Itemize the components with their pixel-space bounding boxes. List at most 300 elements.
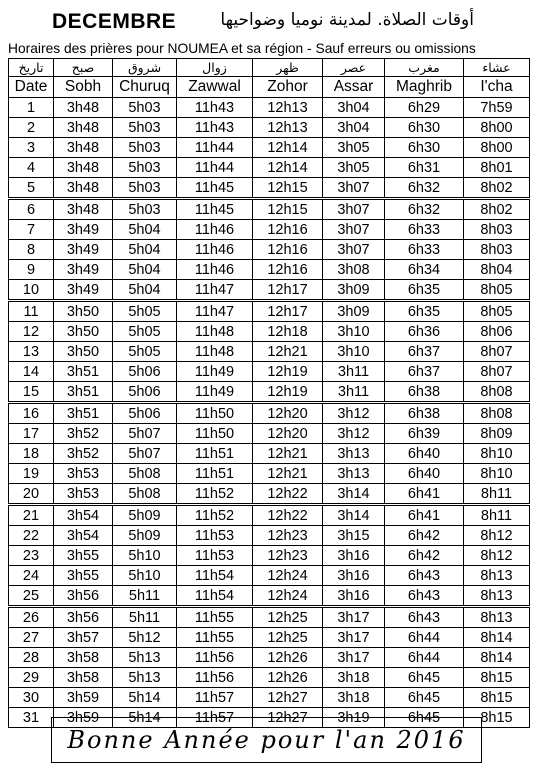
column-header-latin: Sobh — [54, 77, 113, 98]
day-cell: 21 — [9, 505, 54, 526]
prayer-time-cell: 3h08 — [323, 260, 385, 280]
prayer-time-cell: 11h45 — [177, 178, 253, 199]
prayer-time-cell: 5h10 — [113, 566, 177, 586]
day-cell: 13 — [9, 342, 54, 362]
prayer-time-cell: 5h09 — [113, 526, 177, 546]
prayer-time-cell: 12h13 — [253, 98, 323, 118]
table-row — [9, 444, 530, 464]
prayer-time-cell: 3h48 — [54, 98, 113, 118]
prayer-time-cell: 8h08 — [464, 403, 530, 424]
prayer-time-cell: 3h05 — [323, 138, 385, 158]
day-cell: 9 — [9, 260, 54, 280]
prayer-time-cell: 8h02 — [464, 199, 530, 220]
prayer-time-cell: 6h34 — [385, 260, 464, 280]
day-cell: 14 — [9, 362, 54, 382]
day-cell: 2 — [9, 118, 54, 138]
prayer-time-cell: 3h48 — [54, 158, 113, 178]
prayer-time-cell: 5h11 — [113, 607, 177, 628]
prayer-time-cell: 3h58 — [54, 648, 113, 668]
column-header-arabic: ظهر — [253, 59, 323, 77]
prayer-time-cell: 3h10 — [323, 322, 385, 342]
prayer-time-cell: 8h05 — [464, 280, 530, 301]
prayer-time-cell: 12h25 — [253, 607, 323, 628]
prayer-time-cell: 8h00 — [464, 118, 530, 138]
prayer-time-cell: 11h49 — [177, 382, 253, 403]
prayer-time-cell: 6h43 — [385, 586, 464, 607]
prayer-time-cell: 12h20 — [253, 403, 323, 424]
prayer-time-cell: 12h17 — [253, 301, 323, 322]
prayer-time-cell: 11h52 — [177, 484, 253, 505]
prayer-time-cell: 3h58 — [54, 668, 113, 688]
prayer-time-cell: 3h09 — [323, 280, 385, 301]
prayer-time-cell: 3h17 — [323, 607, 385, 628]
prayer-time-cell: 8h03 — [464, 220, 530, 240]
prayer-time-cell: 6h44 — [385, 648, 464, 668]
column-header-arabic: تاريخ — [9, 59, 54, 77]
prayer-time-cell: 3h48 — [54, 178, 113, 199]
prayer-time-cell: 6h35 — [385, 280, 464, 301]
prayer-time-cell: 3h59 — [54, 688, 113, 708]
prayer-time-cell: 11h51 — [177, 464, 253, 484]
prayer-time-cell: 8h13 — [464, 607, 530, 628]
prayer-time-cell: 12h19 — [253, 382, 323, 403]
prayer-time-cell: 5h03 — [113, 98, 177, 118]
arabic-header-row — [9, 59, 530, 77]
table-row — [9, 566, 530, 586]
table-row — [9, 668, 530, 688]
prayer-time-cell: 5h08 — [113, 484, 177, 505]
prayer-time-cell: 3h07 — [323, 178, 385, 199]
day-cell: 19 — [9, 464, 54, 484]
prayer-time-cell: 6h45 — [385, 668, 464, 688]
day-cell: 25 — [9, 586, 54, 607]
table-row — [9, 301, 530, 322]
prayer-time-cell: 3h10 — [323, 342, 385, 362]
prayer-time-cell: 3h53 — [54, 484, 113, 505]
prayer-time-cell: 6h37 — [385, 362, 464, 382]
column-header-latin: Date — [9, 77, 54, 98]
prayer-time-cell: 12h15 — [253, 199, 323, 220]
prayer-time-cell: 8h07 — [464, 362, 530, 382]
table-row — [9, 118, 530, 138]
prayer-time-cell: 11h43 — [177, 98, 253, 118]
table-row — [9, 158, 530, 178]
prayer-time-cell: 11h49 — [177, 362, 253, 382]
column-header-arabic: زوال — [177, 59, 253, 77]
prayer-time-cell: 12h13 — [253, 118, 323, 138]
prayer-time-cell: 3h54 — [54, 526, 113, 546]
prayer-time-cell: 3h15 — [323, 526, 385, 546]
prayer-time-cell: 5h11 — [113, 586, 177, 607]
prayer-time-cell: 3h55 — [54, 546, 113, 566]
prayer-time-cell: 12h18 — [253, 322, 323, 342]
prayer-time-cell: 3h16 — [323, 586, 385, 607]
table-row — [9, 628, 530, 648]
prayer-time-cell: 6h43 — [385, 566, 464, 586]
prayer-time-cell: 12h21 — [253, 444, 323, 464]
prayer-time-cell: 11h53 — [177, 526, 253, 546]
day-cell: 3 — [9, 138, 54, 158]
prayer-time-cell: 3h51 — [54, 382, 113, 403]
prayer-time-cell: 3h07 — [323, 220, 385, 240]
table-row — [9, 138, 530, 158]
table-row — [9, 382, 530, 403]
prayer-time-cell: 6h43 — [385, 607, 464, 628]
day-cell: 1 — [9, 98, 54, 118]
prayer-time-cell: 3h18 — [323, 668, 385, 688]
prayer-time-cell: 3h50 — [54, 301, 113, 322]
prayer-time-cell: 6h37 — [385, 342, 464, 362]
page-subtitle: Horaires des prières pour NOUMEA et sa région - Sauf erreurs ou omissions — [8, 41, 476, 56]
prayer-time-cell: 5h03 — [113, 199, 177, 220]
prayer-time-cell: 3h19 — [323, 708, 385, 728]
prayer-time-cell: 6h45 — [385, 708, 464, 728]
prayer-time-cell: 11h52 — [177, 505, 253, 526]
prayer-time-cell: 8h10 — [464, 444, 530, 464]
table-row — [9, 199, 530, 220]
column-header-latin: Churuq — [113, 77, 177, 98]
prayer-time-cell: 8h13 — [464, 566, 530, 586]
prayer-time-cell: 12h17 — [253, 280, 323, 301]
day-cell: 24 — [9, 566, 54, 586]
prayer-time-cell: 8h00 — [464, 138, 530, 158]
table-row — [9, 688, 530, 708]
prayer-time-cell: 3h17 — [323, 628, 385, 648]
prayer-time-cell: 12h26 — [253, 668, 323, 688]
prayer-time-cell: 8h13 — [464, 586, 530, 607]
prayer-time-cell: 11h45 — [177, 199, 253, 220]
prayer-time-cell: 5h04 — [113, 220, 177, 240]
table-row — [9, 484, 530, 505]
prayer-time-cell: 6h30 — [385, 138, 464, 158]
prayer-time-cell: 8h15 — [464, 688, 530, 708]
prayer-time-cell: 8h09 — [464, 424, 530, 444]
day-cell: 31 — [9, 708, 54, 728]
prayer-time-cell: 3h11 — [323, 382, 385, 403]
prayer-time-cell: 8h06 — [464, 322, 530, 342]
prayer-time-cell: 12h15 — [253, 178, 323, 199]
prayer-time-cell: 5h06 — [113, 382, 177, 403]
prayer-time-cell: 8h07 — [464, 342, 530, 362]
prayer-time-cell: 8h04 — [464, 260, 530, 280]
day-cell: 20 — [9, 484, 54, 505]
prayer-time-cell: 12h22 — [253, 505, 323, 526]
prayer-time-cell: 3h50 — [54, 342, 113, 362]
prayer-time-cell: 3h52 — [54, 424, 113, 444]
prayer-time-cell: 3h48 — [54, 138, 113, 158]
table-row — [9, 546, 530, 566]
prayer-time-cell: 8h10 — [464, 464, 530, 484]
prayer-time-cell: 6h32 — [385, 178, 464, 199]
day-cell: 5 — [9, 178, 54, 199]
prayer-time-cell: 3h13 — [323, 464, 385, 484]
prayer-time-cell: 6h40 — [385, 464, 464, 484]
prayer-time-cell: 3h48 — [54, 118, 113, 138]
prayer-time-cell: 5h03 — [113, 178, 177, 199]
column-header-latin: I'cha — [464, 77, 530, 98]
day-cell: 26 — [9, 607, 54, 628]
prayer-time-cell: 8h14 — [464, 628, 530, 648]
prayer-time-cell: 11h51 — [177, 444, 253, 464]
day-cell: 4 — [9, 158, 54, 178]
prayer-time-cell: 5h06 — [113, 362, 177, 382]
prayer-time-cell: 6h41 — [385, 484, 464, 505]
prayer-time-cell: 6h42 — [385, 526, 464, 546]
prayer-time-cell: 3h52 — [54, 444, 113, 464]
prayer-time-cell: 3h11 — [323, 362, 385, 382]
column-header-arabic: عصر — [323, 59, 385, 77]
prayer-time-cell: 3h12 — [323, 403, 385, 424]
prayer-time-cell: 11h54 — [177, 566, 253, 586]
prayer-time-cell: 11h56 — [177, 648, 253, 668]
prayer-time-cell: 11h44 — [177, 138, 253, 158]
prayer-time-cell: 7h59 — [464, 98, 530, 118]
prayer-time-cell: 3h54 — [54, 505, 113, 526]
prayer-time-cell: 12h16 — [253, 260, 323, 280]
prayer-time-cell: 6h33 — [385, 220, 464, 240]
prayer-time-cell: 12h16 — [253, 240, 323, 260]
prayer-time-cell: 6h41 — [385, 505, 464, 526]
prayer-time-cell: 5h09 — [113, 505, 177, 526]
prayer-time-cell: 6h36 — [385, 322, 464, 342]
prayer-time-cell: 12h21 — [253, 464, 323, 484]
prayer-time-cell: 11h55 — [177, 607, 253, 628]
prayer-time-cell: 3h13 — [323, 444, 385, 464]
day-cell: 16 — [9, 403, 54, 424]
day-cell: 23 — [9, 546, 54, 566]
prayer-time-cell: 11h47 — [177, 301, 253, 322]
day-cell: 11 — [9, 301, 54, 322]
prayer-time-cell: 3h49 — [54, 280, 113, 301]
prayer-time-cell: 5h06 — [113, 403, 177, 424]
prayer-time-cell: 8h01 — [464, 158, 530, 178]
prayer-time-cell: 6h45 — [385, 688, 464, 708]
prayer-time-cell: 6h31 — [385, 158, 464, 178]
prayer-time-cell: 8h15 — [464, 708, 530, 728]
prayer-time-cell: 3h18 — [323, 688, 385, 708]
prayer-time-cell: 3h56 — [54, 586, 113, 607]
prayer-time-cell: 12h22 — [253, 484, 323, 505]
day-cell: 17 — [9, 424, 54, 444]
table-row — [9, 607, 530, 628]
column-header-latin: Maghrib — [385, 77, 464, 98]
arabic-title: أوقات الصلاة. لمدينة نوميا وضواحيها — [220, 10, 474, 30]
new-year-greeting: Bonne Année pour l'an 2016 — [67, 726, 466, 754]
prayer-time-cell: 8h12 — [464, 546, 530, 566]
prayer-time-cell: 5h07 — [113, 424, 177, 444]
table-row — [9, 322, 530, 342]
month-title: DECEMBRE — [52, 10, 177, 33]
column-header-arabic: عشاء — [464, 59, 530, 77]
prayer-time-cell: 6h38 — [385, 403, 464, 424]
column-header-arabic: شروق — [113, 59, 177, 77]
prayer-time-cell: 12h24 — [253, 586, 323, 607]
table-row — [9, 586, 530, 607]
prayer-time-cell: 5h12 — [113, 628, 177, 648]
prayer-time-cell: 3h05 — [323, 158, 385, 178]
prayer-time-cell: 11h55 — [177, 628, 253, 648]
prayer-time-cell: 8h14 — [464, 648, 530, 668]
table-row — [9, 220, 530, 240]
table-row — [9, 403, 530, 424]
table-row — [9, 240, 530, 260]
day-cell: 6 — [9, 199, 54, 220]
column-header-latin: Assar — [323, 77, 385, 98]
prayer-time-cell: 6h29 — [385, 98, 464, 118]
prayer-time-cell: 12h26 — [253, 648, 323, 668]
prayer-time-cell: 6h42 — [385, 546, 464, 566]
column-header-arabic: مغرب — [385, 59, 464, 77]
column-header-arabic: صبح — [54, 59, 113, 77]
prayer-time-cell: 6h40 — [385, 444, 464, 464]
prayer-time-cell: 5h14 — [113, 708, 177, 728]
prayer-time-cell: 3h49 — [54, 240, 113, 260]
prayer-time-cell: 3h59 — [54, 708, 113, 728]
prayer-time-cell: 12h23 — [253, 546, 323, 566]
prayer-time-cell: 5h03 — [113, 138, 177, 158]
prayer-time-cell: 11h47 — [177, 280, 253, 301]
prayer-time-cell: 12h24 — [253, 566, 323, 586]
prayer-time-cell: 12h27 — [253, 708, 323, 728]
prayer-time-cell: 12h14 — [253, 158, 323, 178]
prayer-time-cell: 6h38 — [385, 382, 464, 403]
prayer-time-cell: 12h23 — [253, 526, 323, 546]
prayer-time-cell: 3h04 — [323, 118, 385, 138]
prayer-time-cell: 3h49 — [54, 260, 113, 280]
day-cell: 27 — [9, 628, 54, 648]
prayer-time-cell: 3h14 — [323, 484, 385, 505]
day-cell: 22 — [9, 526, 54, 546]
prayer-time-cell: 12h19 — [253, 362, 323, 382]
table-row — [9, 98, 530, 118]
prayer-time-cell: 3h55 — [54, 566, 113, 586]
prayer-time-cell: 5h13 — [113, 648, 177, 668]
table-row — [9, 178, 530, 199]
prayer-time-cell: 11h43 — [177, 118, 253, 138]
prayer-time-cell: 5h10 — [113, 546, 177, 566]
prayer-time-cell: 12h20 — [253, 424, 323, 444]
prayer-time-cell: 11h46 — [177, 220, 253, 240]
prayer-time-cell: 11h53 — [177, 546, 253, 566]
prayer-time-cell: 6h44 — [385, 628, 464, 648]
prayer-time-cell: 3h17 — [323, 648, 385, 668]
prayer-time-cell: 5h07 — [113, 444, 177, 464]
prayer-time-cell: 11h56 — [177, 668, 253, 688]
prayer-time-cell: 3h50 — [54, 322, 113, 342]
prayer-time-cell: 5h04 — [113, 240, 177, 260]
day-cell: 28 — [9, 648, 54, 668]
table-body — [9, 98, 530, 728]
prayer-time-cell: 5h05 — [113, 301, 177, 322]
prayer-time-cell: 3h16 — [323, 546, 385, 566]
prayer-time-cell: 6h39 — [385, 424, 464, 444]
latin-header-row — [9, 77, 530, 98]
prayer-time-cell: 5h04 — [113, 280, 177, 301]
prayer-time-cell: 8h15 — [464, 668, 530, 688]
day-cell: 8 — [9, 240, 54, 260]
prayer-time-cell: 6h30 — [385, 118, 464, 138]
day-cell: 7 — [9, 220, 54, 240]
prayer-time-cell: 5h04 — [113, 260, 177, 280]
prayer-time-cell: 5h14 — [113, 688, 177, 708]
prayer-time-cell: 3h51 — [54, 403, 113, 424]
prayer-time-cell: 8h02 — [464, 178, 530, 199]
prayer-time-cell: 11h50 — [177, 424, 253, 444]
prayer-time-cell: 11h44 — [177, 158, 253, 178]
day-cell: 29 — [9, 668, 54, 688]
prayer-time-cell: 12h27 — [253, 688, 323, 708]
prayer-time-cell: 3h57 — [54, 628, 113, 648]
prayer-time-cell: 6h35 — [385, 301, 464, 322]
prayer-time-cell: 5h13 — [113, 668, 177, 688]
day-cell: 15 — [9, 382, 54, 403]
prayer-time-cell: 11h50 — [177, 403, 253, 424]
prayer-time-cell: 8h08 — [464, 382, 530, 403]
prayer-time-cell: 12h25 — [253, 628, 323, 648]
prayer-time-cell: 3h48 — [54, 199, 113, 220]
prayer-time-cell: 11h57 — [177, 688, 253, 708]
table-row — [9, 464, 530, 484]
prayer-time-cell: 3h04 — [323, 98, 385, 118]
table-row — [9, 260, 530, 280]
table-row — [9, 648, 530, 668]
day-cell: 18 — [9, 444, 54, 464]
table-row — [9, 424, 530, 444]
prayer-time-cell: 6h33 — [385, 240, 464, 260]
prayer-time-cell: 8h12 — [464, 526, 530, 546]
prayer-time-cell: 12h16 — [253, 220, 323, 240]
prayer-time-cell: 3h09 — [323, 301, 385, 322]
prayer-time-cell: 5h05 — [113, 342, 177, 362]
prayer-time-cell: 3h07 — [323, 240, 385, 260]
prayer-time-cell: 3h51 — [54, 362, 113, 382]
prayer-time-cell: 11h54 — [177, 586, 253, 607]
prayer-time-cell: 12h21 — [253, 342, 323, 362]
table-row — [9, 526, 530, 546]
prayer-time-cell: 11h48 — [177, 342, 253, 362]
day-cell: 30 — [9, 688, 54, 708]
prayer-time-cell: 11h46 — [177, 260, 253, 280]
column-header-latin: Zohor — [253, 77, 323, 98]
column-header-latin: Zawwal — [177, 77, 253, 98]
prayer-time-cell: 3h56 — [54, 607, 113, 628]
prayer-time-cell: 5h03 — [113, 118, 177, 138]
table-row — [9, 362, 530, 382]
prayer-time-cell: 5h03 — [113, 158, 177, 178]
table-row — [9, 342, 530, 362]
prayer-time-cell: 3h16 — [323, 566, 385, 586]
prayer-time-cell: 8h03 — [464, 240, 530, 260]
table-row — [9, 280, 530, 301]
prayer-time-cell: 8h11 — [464, 484, 530, 505]
prayer-time-cell: 5h05 — [113, 322, 177, 342]
prayer-time-cell: 11h48 — [177, 322, 253, 342]
table-row — [9, 505, 530, 526]
prayer-time-cell: 6h32 — [385, 199, 464, 220]
prayer-time-cell: 8h11 — [464, 505, 530, 526]
prayer-time-cell: 3h07 — [323, 199, 385, 220]
day-cell: 12 — [9, 322, 54, 342]
prayer-time-cell: 5h08 — [113, 464, 177, 484]
prayer-time-cell: 12h14 — [253, 138, 323, 158]
day-cell: 10 — [9, 280, 54, 301]
prayer-time-cell: 3h14 — [323, 505, 385, 526]
prayer-time-cell: 11h46 — [177, 240, 253, 260]
prayer-time-cell: 3h49 — [54, 220, 113, 240]
prayer-time-cell: 3h12 — [323, 424, 385, 444]
new-year-greeting-box — [51, 717, 482, 763]
prayer-time-cell: 8h05 — [464, 301, 530, 322]
